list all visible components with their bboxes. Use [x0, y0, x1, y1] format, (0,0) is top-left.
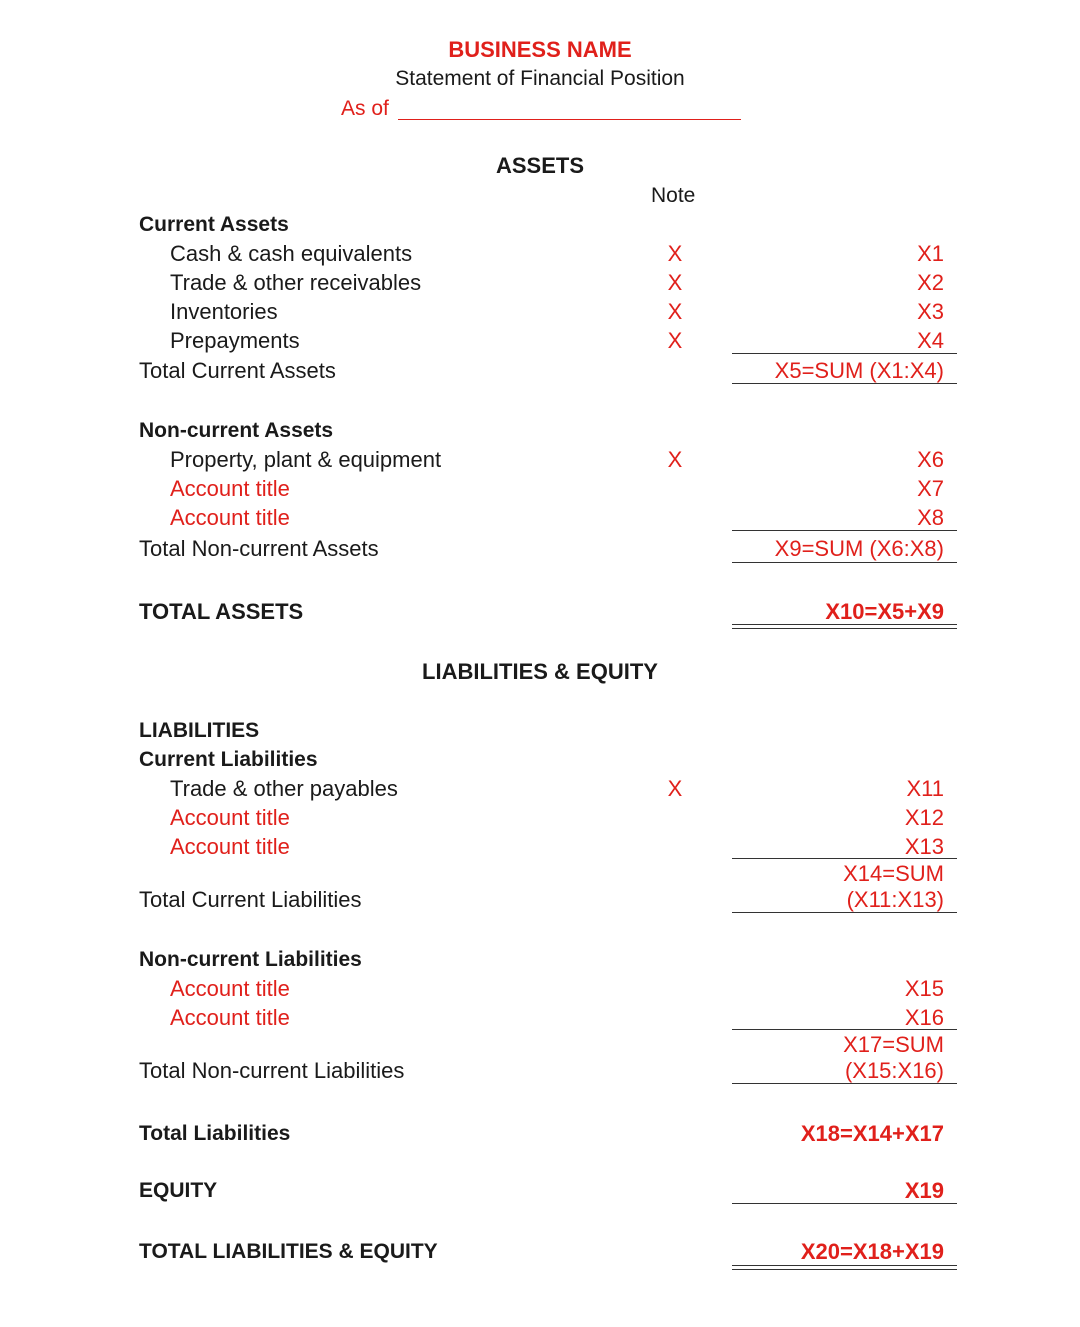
total-liabilities-equity-amount: X20=X18+X19	[800, 1239, 944, 1264]
note-header: Note	[651, 184, 696, 207]
total-current-liabilities-label: Total Current Liabilities	[139, 887, 362, 912]
current-liabilities-heading: Current Liabilities	[139, 748, 318, 771]
line-item-amount: X4	[917, 328, 944, 353]
line-item-amount: X8	[917, 505, 944, 530]
line-item-label: Cash & cash equivalents	[170, 241, 413, 266]
line-item-amount: X2	[917, 270, 944, 295]
line-item-amount: X6	[917, 447, 944, 472]
line-item-amount: X13	[904, 834, 944, 859]
assets-heading: ASSETS	[495, 153, 585, 178]
note-ref: X	[667, 776, 683, 801]
line-item-amount: X11	[906, 776, 944, 801]
total-rule	[732, 383, 957, 384]
line-item-label: Trade & other receivables	[170, 270, 422, 295]
subtotal-rule	[732, 530, 957, 531]
placeholder-account-title: Account title	[170, 1005, 290, 1030]
as-of-date-line[interactable]	[398, 119, 741, 120]
total-current-liabilities-amount-line2: (X11:X13)	[846, 887, 944, 912]
placeholder-account-title: Account title	[170, 805, 290, 830]
line-item-amount: X3	[917, 299, 944, 324]
total-assets-label: TOTAL ASSETS	[139, 599, 304, 624]
current-assets-heading: Current Assets	[139, 213, 289, 236]
line-item-amount: X1	[917, 241, 944, 266]
liabilities-heading: LIABILITIES	[139, 719, 260, 742]
subtotal-rule	[732, 858, 957, 859]
placeholder-account-title: Account title	[170, 476, 290, 501]
equity-label: EQUITY	[139, 1179, 218, 1202]
total-noncurrent-liabilities-amount-line2: (X15:X16)	[844, 1058, 944, 1083]
line-item-label: Inventories	[170, 299, 278, 324]
equity-amount: X19	[904, 1178, 944, 1203]
line-item-label: Trade & other payables	[170, 776, 398, 801]
total-current-liabilities-amount-line1: X14=SUM	[843, 861, 944, 886]
subtotal-rule	[732, 353, 957, 354]
total-noncurrent-liabilities-amount-line1: X17=SUM	[843, 1032, 944, 1057]
as-of-label: As of	[341, 97, 389, 120]
total-noncurrent-liabilities-label: Total Non-current Liabilities	[139, 1058, 405, 1083]
note-ref: X	[667, 241, 683, 266]
grand-total-double-rule	[732, 1265, 957, 1270]
total-liabilities-equity-label: TOTAL LIABILITIES & EQUITY	[139, 1240, 438, 1263]
total-current-assets-label: Total Current Assets	[139, 358, 336, 383]
total-rule	[732, 562, 957, 563]
note-ref: X	[667, 328, 683, 353]
placeholder-account-title: Account title	[170, 976, 290, 1001]
line-item-amount: X12	[904, 805, 944, 830]
liabilities-equity-heading: LIABILITIES & EQUITY	[422, 659, 658, 684]
line-item-label: Property, plant & equipment	[170, 447, 442, 472]
total-rule	[732, 1083, 957, 1084]
total-assets-amount: X10=X5+X9	[825, 599, 944, 624]
total-noncurrent-assets-label: Total Non-current Assets	[139, 536, 379, 561]
noncurrent-assets-heading: Non-current Assets	[139, 419, 334, 442]
line-item-amount: X16	[904, 1005, 944, 1030]
line-item-amount: X7	[917, 476, 944, 501]
statement-title: Statement of Financial Position	[395, 67, 685, 90]
note-ref: X	[667, 299, 683, 324]
grand-total-double-rule	[732, 624, 957, 629]
note-ref: X	[667, 270, 683, 295]
line-item-label: Prepayments	[170, 328, 300, 353]
total-liabilities-amount: X18=X14+X17	[800, 1121, 944, 1146]
noncurrent-liabilities-heading: Non-current Liabilities	[139, 948, 362, 971]
business-name: BUSINESS NAME	[448, 37, 632, 62]
placeholder-account-title: Account title	[170, 834, 290, 859]
total-noncurrent-assets-amount: X9=SUM (X6:X8)	[774, 536, 944, 561]
placeholder-account-title: Account title	[170, 505, 290, 530]
total-liabilities-label: Total Liabilities	[139, 1122, 291, 1145]
line-item-amount: X15	[904, 976, 944, 1001]
total-current-assets-amount: X5=SUM (X1:X4)	[774, 358, 944, 383]
total-rule	[732, 912, 957, 913]
note-ref: X	[667, 447, 683, 472]
subtotal-rule	[732, 1029, 957, 1030]
equity-rule	[732, 1203, 957, 1204]
